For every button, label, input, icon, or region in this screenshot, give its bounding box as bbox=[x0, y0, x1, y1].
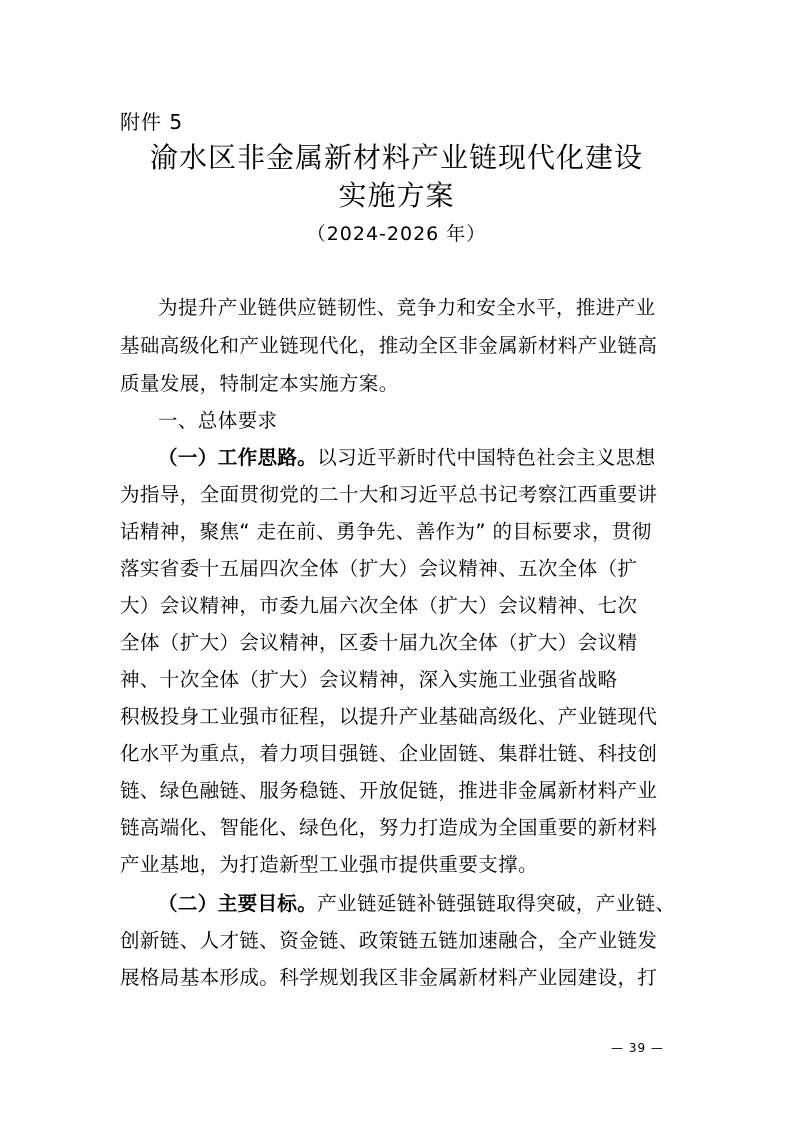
section-heading: 一、总体要求 bbox=[158, 409, 278, 432]
paragraph-first-line bbox=[158, 888, 675, 916]
paragraph-first-line bbox=[158, 442, 656, 470]
paragraph-line: 落实省委十五届四次全体（扩大）会议精神、五次全体（扩 bbox=[120, 557, 638, 580]
document-title-line-2: 实施方案 bbox=[338, 179, 455, 212]
intro-line: 基础高级化和产业链现代化，推动全区非金属新材料产业链高 bbox=[120, 334, 658, 357]
paragraph-line: 积极投身工业强市征程，以提升产业基础高级化、产业链现代 bbox=[120, 705, 658, 728]
document-years: （2024-2026 年） bbox=[306, 223, 487, 245]
paragraph-text: 产业链延链补链强链取得突破，产业链、 bbox=[317, 892, 676, 915]
paragraph-line: 创新链、人才链、资金链、政策链五链加速融合，全产业链发 bbox=[120, 929, 658, 952]
paragraph-line: 化水平为重点，着力项目强链、企业固链、集群壮链、科技创 bbox=[120, 742, 658, 765]
subheading-work-approach: （一）工作思路。 bbox=[158, 446, 318, 469]
paragraph-line: 链高端化、智能化、绿色化，努力打造成为全国重要的新材料 bbox=[120, 816, 658, 839]
paragraph-line: 神、十次全体（扩大）会议精神，深入实施工业强省战略 bbox=[120, 668, 618, 691]
intro-line: 质量发展，特制定本实施方案。 bbox=[120, 372, 399, 395]
paragraph-text: 以习近平新时代中国特色社会主义思想 bbox=[317, 446, 656, 469]
subheading-main-goals: （二）主要目标。 bbox=[158, 892, 318, 915]
paragraph-line: 链、绿色融链、服务稳链、开放促链，推进非金属新材料产业 bbox=[120, 779, 658, 802]
paragraph-line: 为指导，全面贯彻党的二十大和习近平总书记考察江西重要讲 bbox=[120, 483, 658, 506]
attachment-label: 附件 5 bbox=[120, 110, 184, 134]
paragraph-line: 产业基地，为打造新型工业强市提供重要支撑。 bbox=[120, 853, 538, 876]
paragraph-line: 展格局基本形成。科学规划我区非金属新材料产业园建设，打 bbox=[120, 966, 658, 989]
paragraph-line: 全体（扩大）会议精神，区委十届九次全体（扩大）会议精 bbox=[120, 631, 638, 654]
paragraph-line: 话精神，聚焦“ 走在前、勇争先、善作为” 的目标要求，贯彻 bbox=[120, 520, 652, 543]
document-title-line-1: 渝水区非金属新材料产业链现代化建设 bbox=[149, 141, 643, 174]
page-number: — 39 — bbox=[611, 1041, 664, 1055]
intro-line: 为提升产业链供应链韧性、竞争力和安全水平，推进产业 bbox=[158, 296, 656, 319]
paragraph-line: 大）会议精神，市委九届六次全体（扩大）会议精神、七次 bbox=[120, 594, 638, 617]
